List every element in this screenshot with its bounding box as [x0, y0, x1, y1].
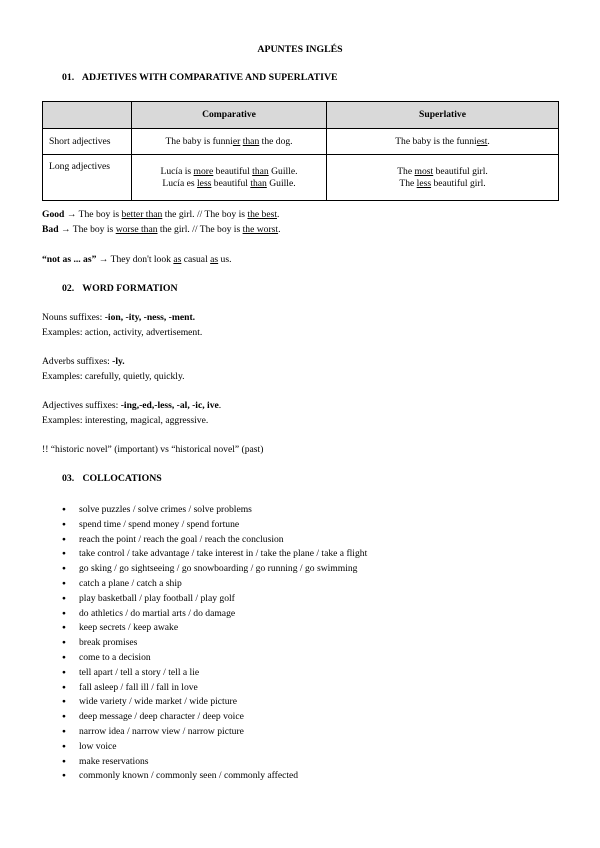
adjectives-suffixes: Adjectives suffixes: -ing,-ed,-less, -al, -ic, ive.	[42, 400, 222, 411]
list-item: ● keep secrets / keep awake	[42, 621, 367, 636]
table-row	[43, 129, 559, 155]
list-item: ● break promises	[42, 636, 367, 651]
adverbs-suffixes: Adverbs suffixes: -ly.	[42, 356, 125, 367]
table-row	[43, 155, 559, 201]
table-cell: The baby is funnier than the dog.	[132, 129, 327, 155]
list-item: ● solve puzzles / solve crimes / solve problems	[42, 503, 367, 518]
list-item: ● reach the point / reach the goal / reach the conclusion	[42, 533, 367, 548]
section-title: WORD FORMATION	[82, 283, 178, 294]
section-heading-collocations	[62, 473, 162, 484]
list-item: ● play basketball / play football / play golf	[42, 592, 367, 607]
table-header-cell: Superlative	[327, 102, 559, 129]
list-item: ● make reservations	[42, 755, 367, 770]
adjectives-examples: Examples: interesting, magical, aggressive.	[42, 415, 209, 426]
table-cell: The most beautiful girl. The less beautiful girl.	[327, 155, 559, 201]
page-title: APUNTES INGLÉS	[257, 44, 343, 55]
list-item: ● fall asleep / fall ill / fall in love	[42, 681, 367, 696]
nouns-examples: Examples: action, activity, advertisement.	[42, 327, 203, 338]
section-heading-word-formation	[62, 283, 178, 294]
section-title: COLLOCATIONS	[82, 473, 162, 484]
list-item: ● commonly known / commonly seen / commonly affected	[42, 769, 367, 784]
list-item: ● do athletics / do martial arts / do damage	[42, 607, 367, 622]
table-header-cell: Comparative	[132, 102, 327, 129]
table-cell: The baby is the funniest.	[327, 129, 559, 155]
row-label: Long adjectives	[43, 155, 132, 201]
list-item: ● wide variety / wide market / wide picture	[42, 695, 367, 710]
adverbs-examples: Examples: carefully, quietly, quickly.	[42, 371, 185, 382]
section-number: 01.	[62, 72, 75, 83]
list-item: ● low voice	[42, 740, 367, 755]
row-label: Short adjectives	[43, 129, 132, 155]
note-historic: !! “historic novel” (important) vs “historical novel” (past)	[42, 444, 264, 455]
section-number: 03.	[62, 473, 75, 484]
list-item: ● narrow idea / narrow view / narrow picture	[42, 725, 367, 740]
list-item: ● deep message / deep character / deep voice	[42, 710, 367, 725]
section-title: ADJETIVES WITH COMPARATIVE AND SUPERLATIVE	[81, 72, 338, 83]
list-item: ● come to a decision	[42, 651, 367, 666]
list-item: ● catch a plane / catch a ship	[42, 577, 367, 592]
not-as-as: “not as ... as” → They don't look as casual as us.	[42, 254, 232, 265]
nouns-suffixes: Nouns suffixes: -ion, -ity, -ness, -ment.	[42, 312, 196, 323]
section-number: 02.	[62, 283, 75, 294]
list-item: ● go sking / go sightseeing / go snowboarding / go running / go swimming	[42, 562, 367, 577]
table-cell: Lucía is more beautiful than Guille. Lucía es less beautiful than Guille.	[132, 155, 327, 201]
collocations-list	[42, 503, 367, 784]
list-item: ● spend time / spend money / spend fortune	[42, 518, 367, 533]
table-header-cell	[43, 102, 132, 129]
irregular-bad: Bad → The boy is worse than the girl. // The boy is the worst.	[42, 224, 281, 235]
list-item: ● tell apart / tell a story / tell a lie	[42, 666, 367, 681]
irregular-good: Good → The boy is better than the girl. // The boy is the best.	[42, 209, 280, 220]
comparison-table	[42, 101, 559, 201]
table-header-row	[43, 102, 559, 129]
section-heading-adjectives	[62, 72, 338, 83]
list-item: ● take control / take advantage / take interest in / take the plane / take a flight	[42, 547, 367, 562]
